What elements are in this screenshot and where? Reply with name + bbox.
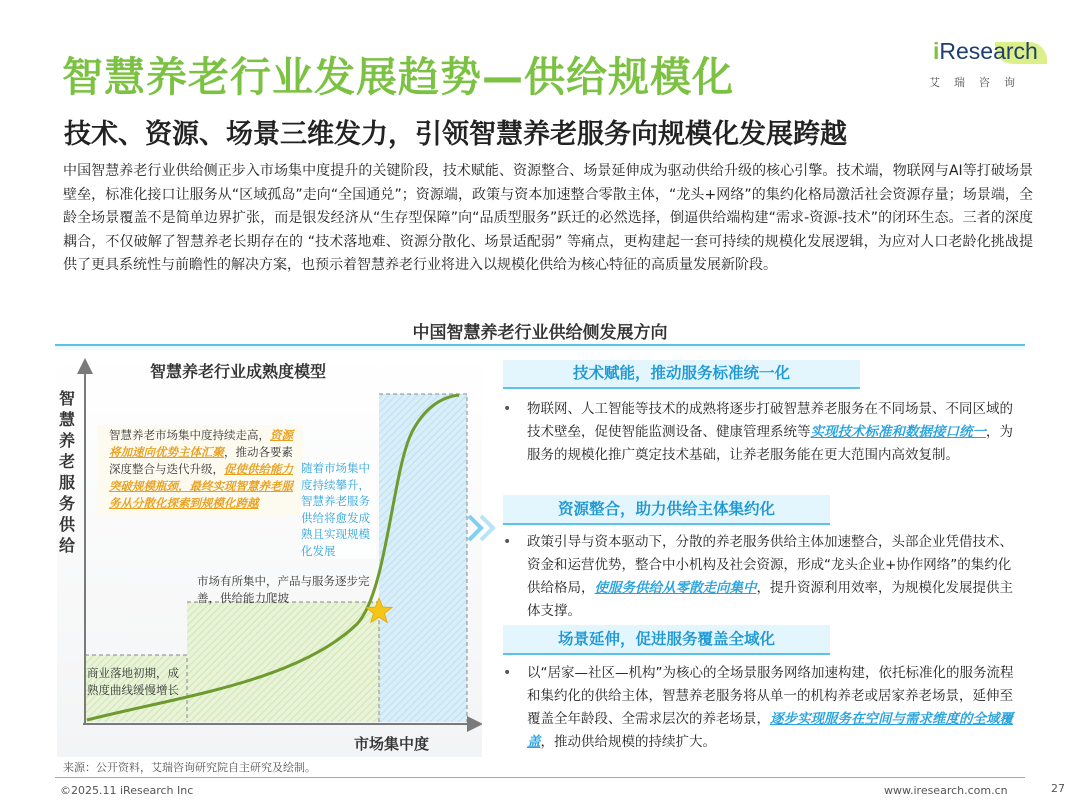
stage-label-mature-desc: 智慧养老市场集中度持续走高，资源将加速向优势主体汇聚，推动各要素深度整合与迭代升级，促使供给能力突破规模瓶颈，最终实现智慧养老服务从分散化探索到规模化跨越 — [97, 425, 303, 516]
zone-mature — [379, 394, 467, 722]
logo-subtitle: 艾瑞咨询 — [929, 76, 1029, 89]
zone-middle — [187, 602, 379, 722]
y-axis-label: 智慧养老服务供给 — [58, 389, 75, 555]
intro-paragraph: 中国智慧养老行业供给侧正步入市场集中度提升的关键阶段，技术赋能、资源整合、场景延伸成为驱动供给升级的核心引擎。技术端，物联网与AI等打破场景壁垒，标准化接口让服务从“区域孤岛”走向“全国通兑”；资源端，政策与资本加速整合零散主体，“龙头+网络”的集约化格局激活社会资源存量；场景端，全龄全场景覆盖不是简单边界扩张，而是银发经济从“生存型保障”向“品质型服务”跃迁的必然选择，倒逼供给端构建“需求-资源-技术”的闭环生态。三者的深度耦合，不仅破解了智慧养老长期存在的 “技术落地难、资源分散化、场景适配弱” 等痛点，更构建起一套可持续的规模化发展逻辑，为应对人口老龄化挑战提供了更具系统性与前瞻性的解决方案，也预示着智慧养老行业将进入以规模化供给为核心特征的高质量发展新阶段。 — [63, 163, 1033, 273]
footer-divider — [55, 777, 1025, 778]
page-title: 智慧养老行业发展趋势—供给规模化 — [62, 53, 734, 101]
section-title: 中国智慧养老行业供给侧发展方向 — [412, 323, 668, 343]
bullet-icon: • — [503, 401, 512, 417]
iresearch-logo — [925, 38, 1055, 98]
website-link[interactable]: www.iresearch.com.cn — [884, 784, 1008, 797]
direction-header-scene-underline — [503, 653, 830, 655]
page-subtitle: 技术、资源、场景三维发力，引领智慧养老服务向规模化发展跨越 — [64, 119, 847, 150]
logo-brand: iResearch — [933, 38, 1038, 64]
x-axis-label: 市场集中度 — [354, 735, 430, 753]
bullet-icon: • — [503, 665, 512, 681]
page-number: 27 — [1051, 782, 1065, 795]
direction-header-resource: 资源整合，助力供给主体集约化 — [503, 495, 830, 523]
direction-body-tech: • 物联网、人工智能等技术的成熟将逐步打破智慧养老服务在不同场景、不同区域的技术壁垒，促使智能监测设备、健康管理系统等实现技术标准和数据接口统一，为服务的规模化推广奠定技术基础，让养老服务能在更大范围内高效复制。 — [503, 398, 1018, 467]
direction-header-tech-underline — [503, 387, 860, 389]
direction-header-tech: 技术赋能，推动服务标准统一化 — [503, 360, 860, 387]
stage-label-early: 商业落地初期，成熟度曲线缓慢增长 — [87, 666, 179, 697]
bullet-icon: • — [503, 534, 512, 550]
copyright: ©2025.11 iResearch Inc — [60, 784, 194, 797]
source-note: 来源：公开资料，艾瑞咨询研究院自主研究及绘制。 — [63, 761, 316, 774]
direction-header-resource-underline — [503, 523, 830, 525]
stage-label-middle: 市场有所集中，产品与服务逐步完善，供给能力爬坡 — [197, 574, 370, 605]
direction-header-scene: 场景延伸，促进服务覆盖全域化 — [503, 625, 830, 653]
double-chevron-right-icon — [467, 513, 499, 543]
direction-body-resource: • 政策引导与资本驱动下，分散的养老服务供给主体加速整合，头部企业凭借技术、资金和运营优势，整合中小机构及社会资源，形成“龙头企业+协作网络”的集约化供给格局，使服务供给从零散走向集中，提升资源利用效率，为规模化发展提供主体支撑。 — [503, 531, 1018, 623]
chart-title: 智慧养老行业成熟度模型 — [150, 362, 327, 381]
stage-label-mature: 随着市场集中度持续攀升，智慧养老服务供给将愈发成熟且实现规模化发展 — [301, 460, 376, 559]
direction-body-scene: • 以“居家—社区—机构”为核心的全场景服务网络加速构建，依托标准化的服务流程和集约化的供给主体，智慧养老服务将从单一的机构养老或居家养老场景，延伸至覆盖全年龄段、全需求层次的养老场景，逐步实现服务在空间与需求维度的全域覆盖，推动供给规模的持续扩大。 — [503, 662, 1018, 754]
